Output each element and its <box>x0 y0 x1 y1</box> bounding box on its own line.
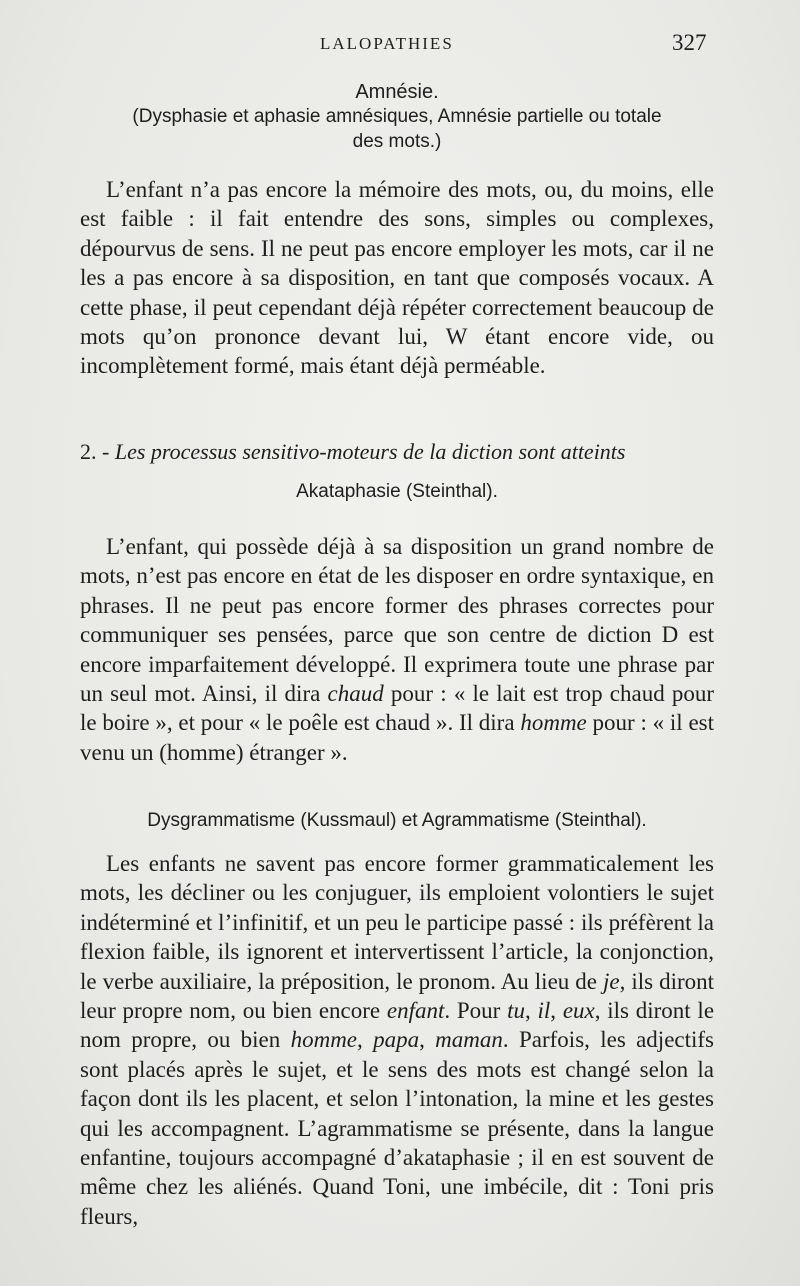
text-run: , <box>357 1027 363 1053</box>
emphasis: il <box>537 998 551 1024</box>
running-title: LALOPATHIES <box>320 34 454 53</box>
text-run: , ils diront leur propre nom, ou bien encore <box>80 968 715 1024</box>
text-run: , <box>550 998 557 1024</box>
section-subheading-amnesie <box>80 104 714 154</box>
paragraph-dysgrammatisme <box>80 849 714 1231</box>
emphasis: tu <box>507 998 525 1024</box>
paragraph-text: L’enfant n’a pas encore la mémoire des mots, ou, du moins, elle est faible : il fait entendre des sons, simples ou complexes, dépourvus de sens. Il ne peut pas encore employer les mots, car il ne les a pas encore à sa disposition, en tant que composés vocaux. A cette phase, il peut cependant déjà répéter correctement beaucoup de mots qu’on prononce devant lui, W étant encore vide, ou incomplètement formé, mais étant déjà perméable. <box>80 177 714 379</box>
text-run: , <box>525 998 531 1024</box>
section-heading-dysgrammatisme: Dysgrammatisme (Kussmaul) et Agrammatisme (Steinthal). <box>147 810 647 831</box>
text-run: pour : « le lait est trop chaud pour le boire », et pour « le poêle est chaud ». Il dira <box>80 681 715 736</box>
paragraph-text <box>80 532 714 767</box>
page-number: 327 <box>672 30 707 55</box>
paragraph-text <box>80 849 714 1231</box>
page-header <box>0 28 800 64</box>
emphasis: maman <box>435 1027 503 1053</box>
emphasis: papa <box>373 1027 420 1053</box>
text-run: L’enfant, qui possède déjà à sa disposition un grand nombre de mots, n’est pas encore en état de les disposer en ordre syntaxique, en phrases. Il ne peut pas encore former des phrases correctes pour communiquer ses pensées, parce que son centre de diction D est encore imparfaitement développé. Il exprimera toute une phrase par un seul mot. Ainsi, il dira <box>80 534 714 707</box>
section-number: 2. - <box>80 439 110 464</box>
emphasis: je <box>603 968 620 994</box>
emphasis: eux <box>562 998 595 1024</box>
emphasis: enfant <box>386 998 445 1024</box>
text-run: . Pour <box>444 998 501 1024</box>
emphasis: chaud <box>327 681 384 707</box>
subheading-line: des mots.) <box>352 131 442 152</box>
text-run: , ils diront le nom propre, ou bien <box>80 998 715 1053</box>
section-title: Les processus sensitivo-moteurs de la diction sont atteints <box>114 439 626 464</box>
emphasis: homme <box>520 710 587 736</box>
text-run: pour : « il est venu un (homme) étranger ». <box>80 710 715 765</box>
section-2-heading <box>80 437 714 467</box>
text-run: , <box>419 1027 425 1053</box>
paragraph-amnesie <box>80 175 714 381</box>
section-heading-akataphasie: Akataphasie (Steinthal). <box>296 481 498 502</box>
section-heading-amnesie: Amnésie. <box>355 81 439 103</box>
text-run: Les enfants ne savent pas encore former grammaticalement les mots, les décliner ou les conjuguer, ils emploient volontiers le sujet indéterminé et l’infinitif, et un peu le participe passé : ils préfèrent la flexion faible, ils ignorent et intervertissent l’article, la conjonction, le verbe auxiliaire, la préposition, le pronom. Au lieu de <box>80 851 714 994</box>
text-run: . Parfois, les adjectifs sont placés après le sujet, et le sens des mots est changé selon la façon dont ils les placent, et selon l’intonation, la mine et les gestes qui les accompagnent. L’agrammatisme se présente, dans la langue enfantine, toujours accompagné d’akataphasie ; il en est souvent de même chez les aliénés. Quand Toni, une imbécile, dit : Toni pris fleurs, <box>80 1027 714 1229</box>
subheading-line: (Dysphasie et aphasie amnésiques, Amnésie partielle ou totale <box>132 106 662 127</box>
emphasis: homme <box>290 1027 358 1053</box>
paragraph-akataphasie <box>80 532 714 767</box>
